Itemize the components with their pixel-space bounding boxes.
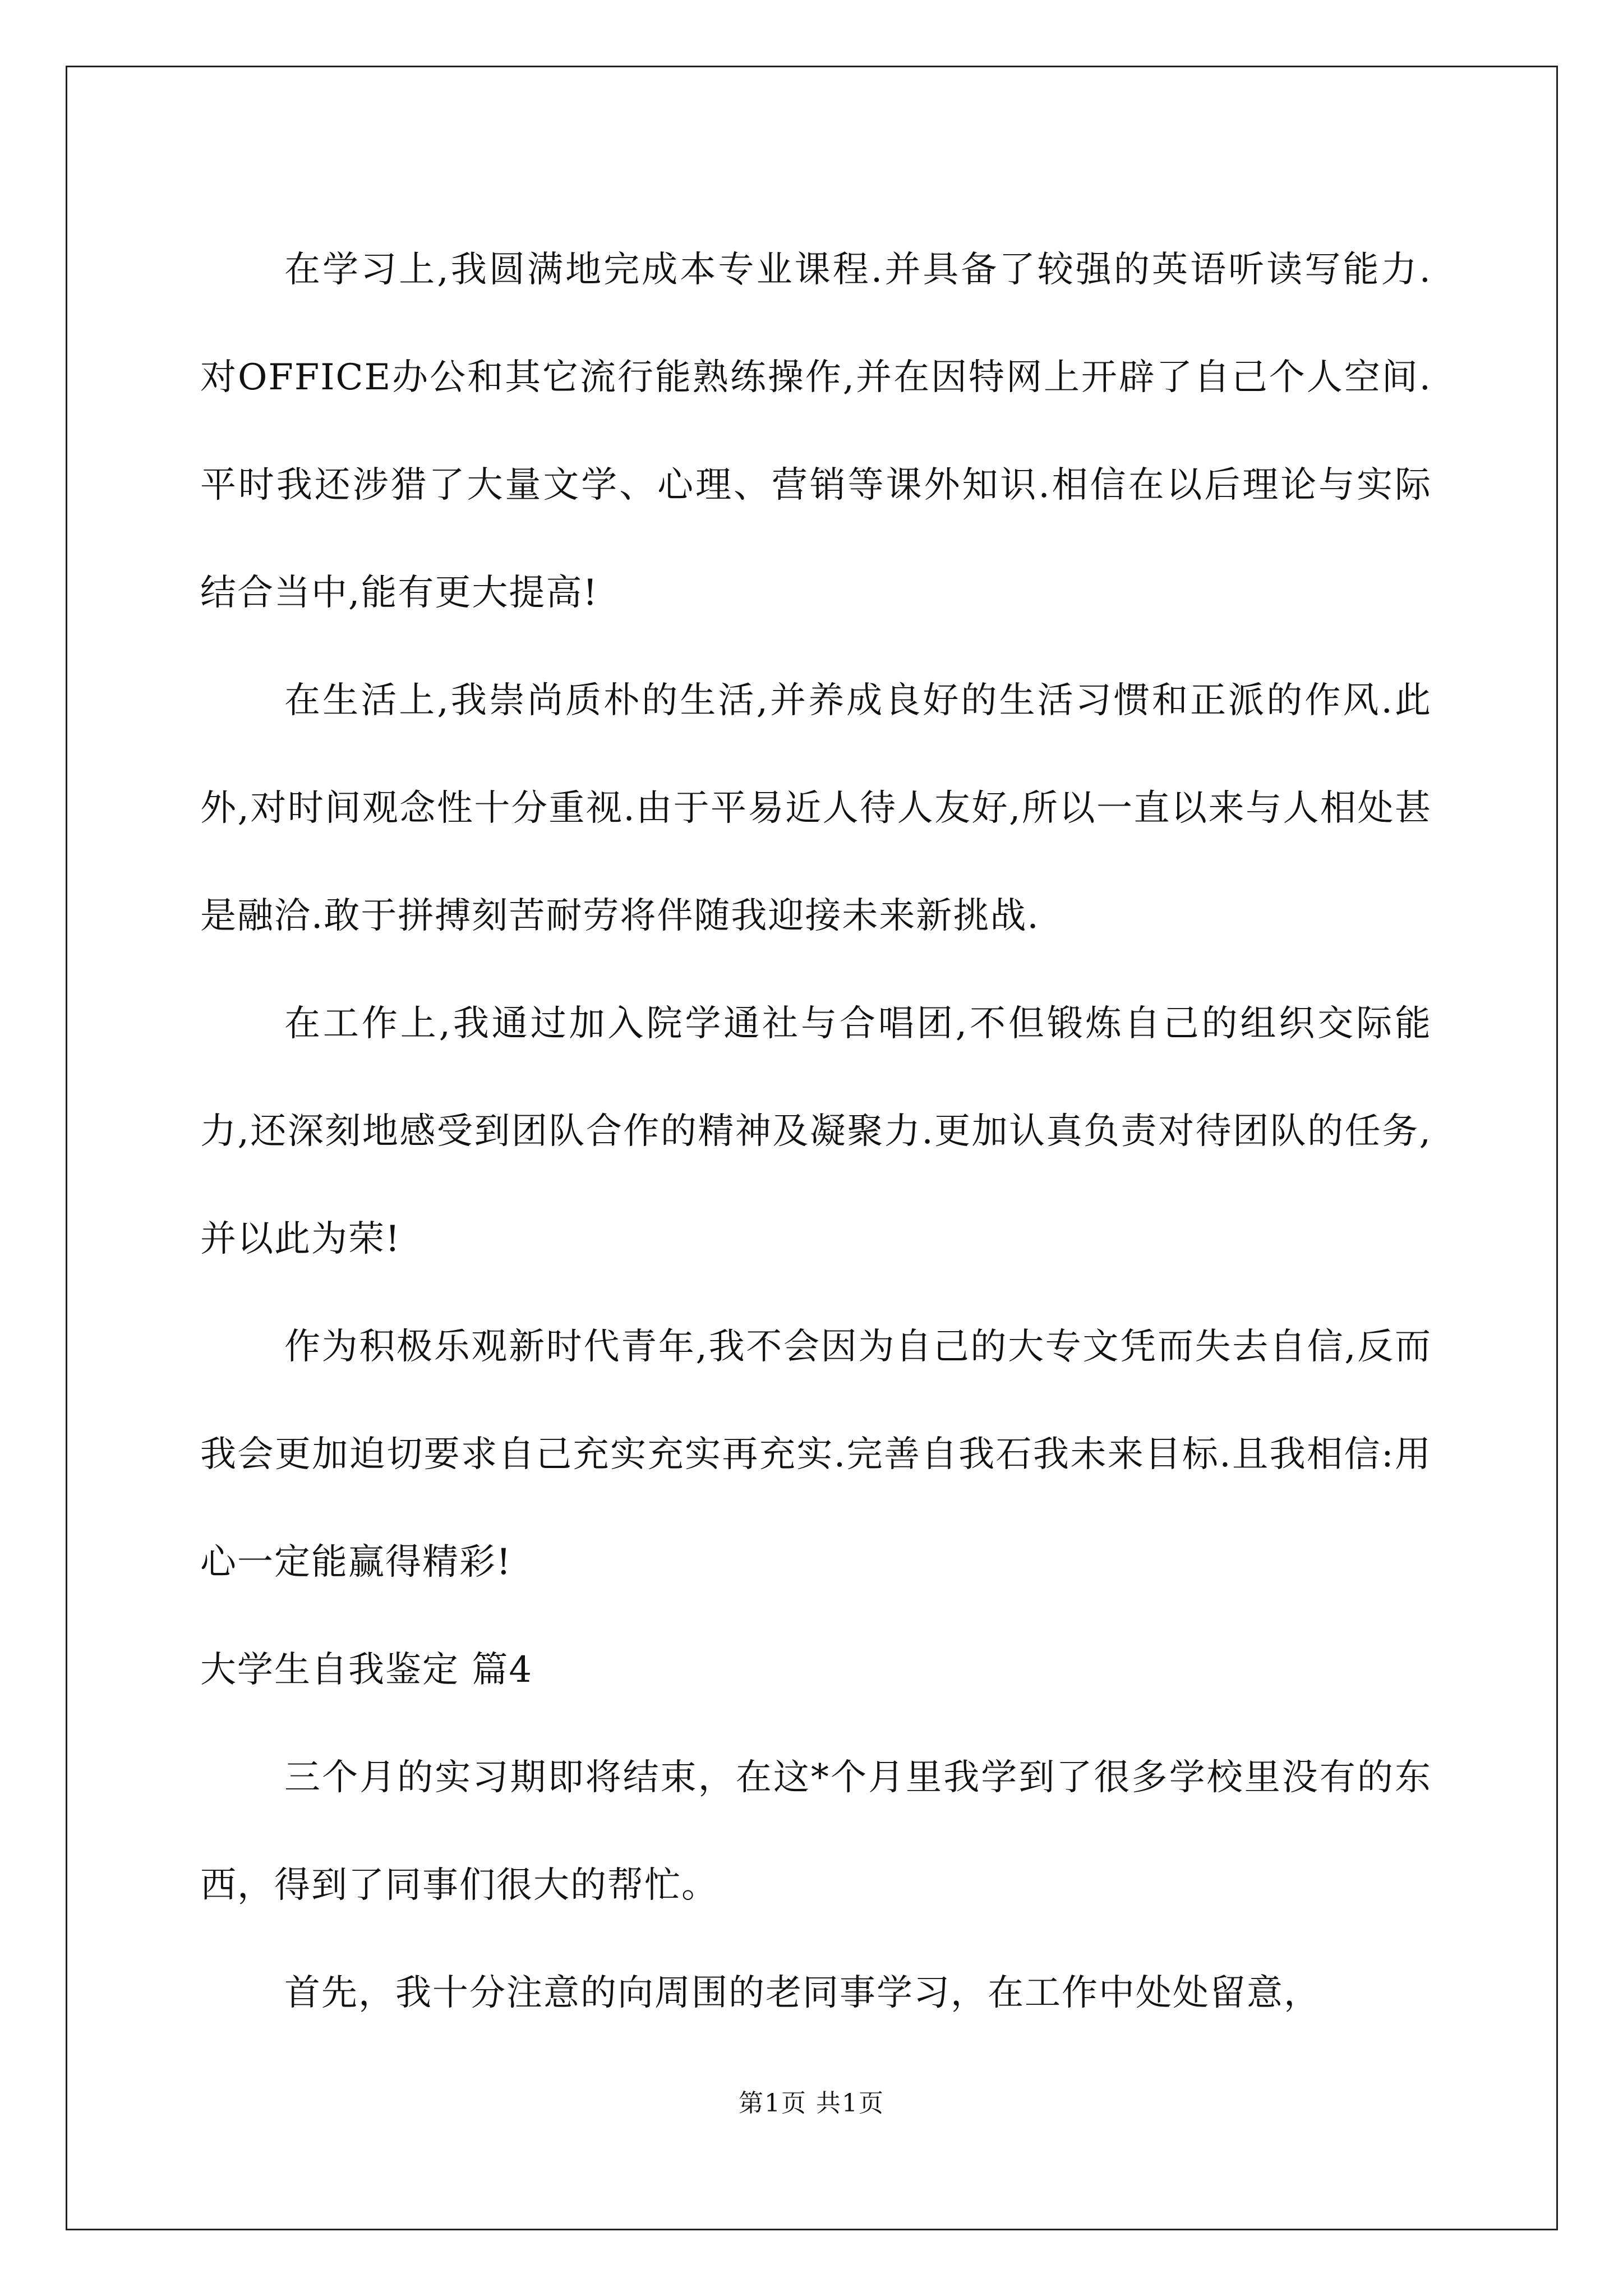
page-footer: 第1页 共1页 xyxy=(739,2089,884,2118)
paragraph-work: 在工作上,我通过加入院学通社与合唱团,不但锻炼自己的组织交际能力,还深刻地感受到团队合作的精神及凝聚力.更加认真负责对待团队的任务,并以此为荣! xyxy=(200,1003,1432,1260)
document-body xyxy=(200,216,1432,2047)
paragraph-outlook: 作为积极乐观新时代青年,我不会因为自己的大专文凭而失去自信,反而我会更加迫切要求自己充实充实再充实.完善自我石我未来目标.且我相信:用心一定能赢得精彩! xyxy=(200,1326,1432,1583)
paragraph-life: 在生活上,我崇尚质朴的生活,并养成良好的生活习惯和正派的作风.此外,对时间观念性十分重视.由于平易近人待人友好,所以一直以来与人相处甚是融洽.敢于拼搏刻苦耐劳将伴随我迎接未来新挑战. xyxy=(200,680,1432,937)
paragraph-learning: 首先，我十分注意的向周围的老同事学习，在工作中处处留意， xyxy=(284,1972,1321,2014)
paragraph-internship: 三个月的实习期即将结束，在这*个月里我学到了很多学校里没有的东西，得到了同事们很大的帮忙。 xyxy=(200,1757,1432,1906)
paragraph-study: 在学习上,我圆满地完成本专业课程.并具备了较强的英语听读写能力.对OFFICE办公和其它流行能熟练操作,并在因特网上开辟了自己个人空间.平时我还涉猎了大量文学、心理、营销等课外知识.相信在以后理论与实际结合当中,能有更大提高! xyxy=(200,249,1432,614)
section-heading: 大学生自我鉴定 篇4 xyxy=(200,1649,533,1691)
